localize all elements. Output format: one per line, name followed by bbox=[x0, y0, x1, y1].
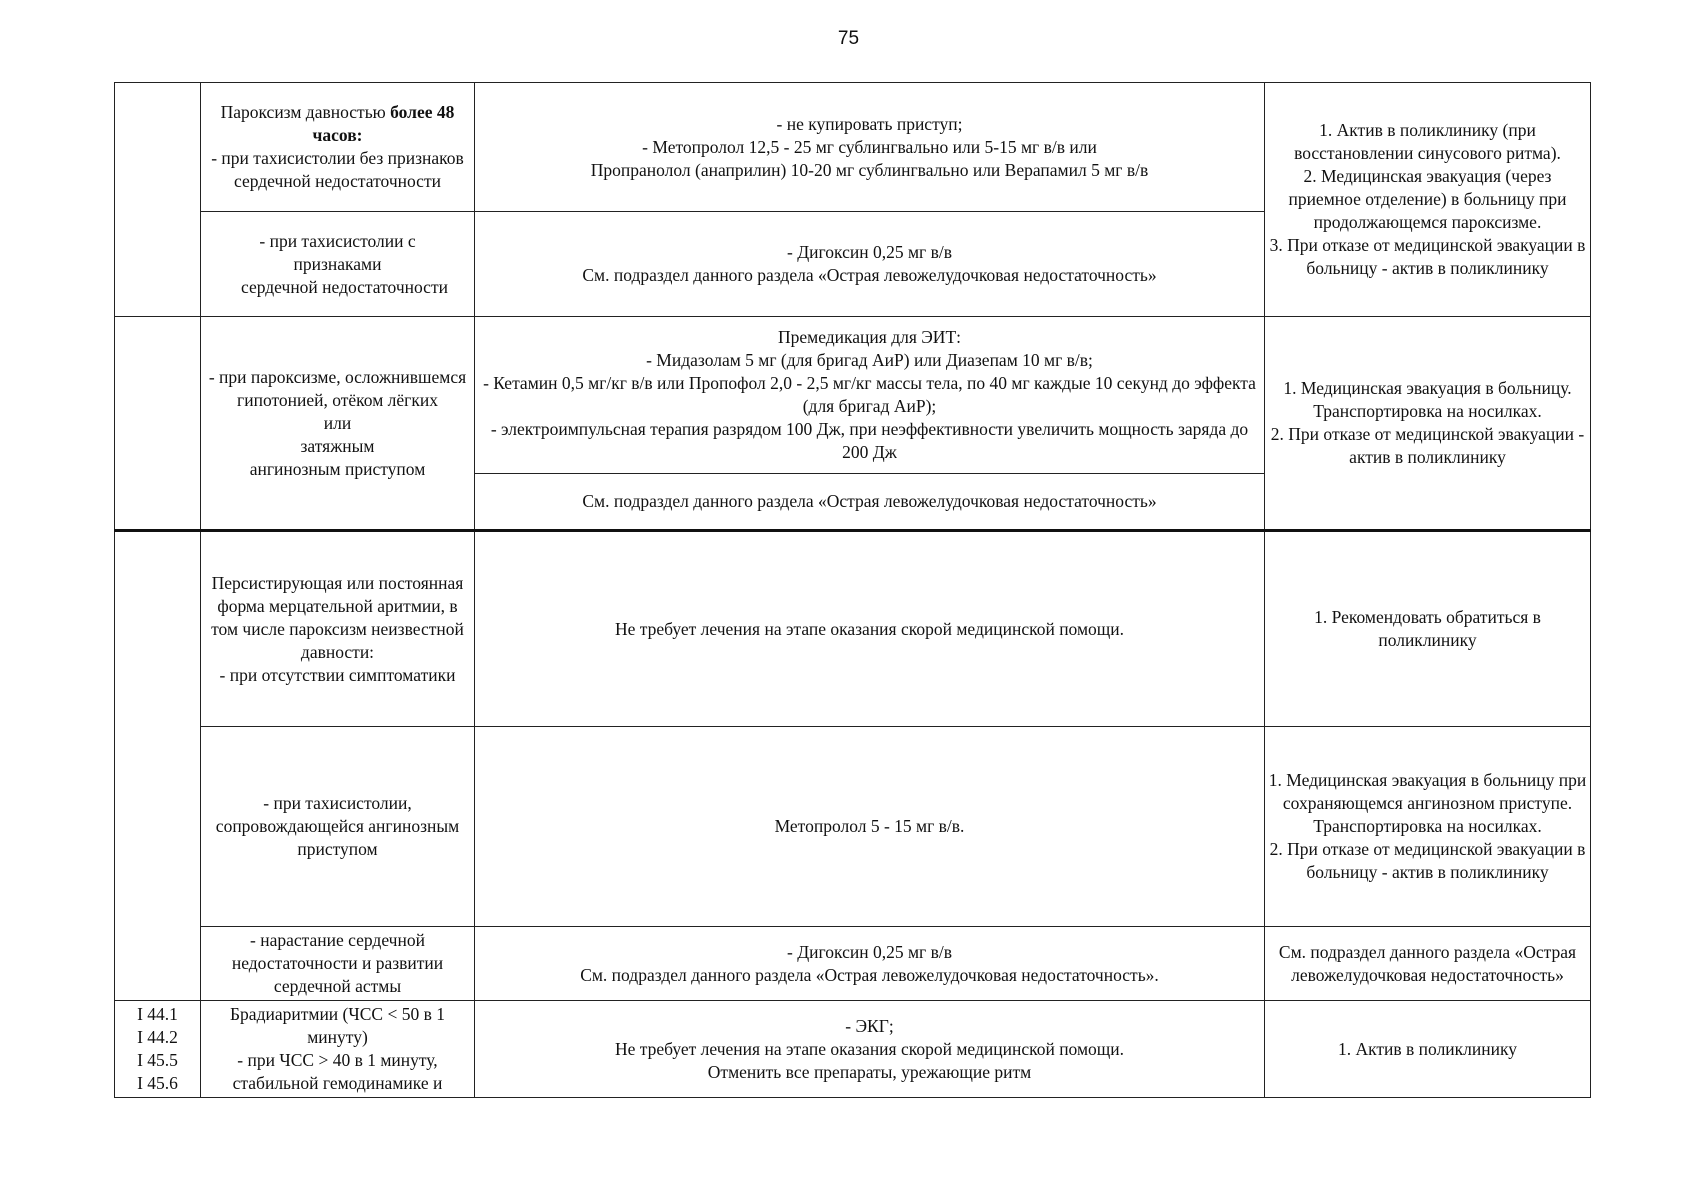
treatment-text: Не требует лечения на этапе оказания скорой медицинской помощи. bbox=[614, 1038, 1125, 1059]
treatment-text: - не купировать приступ; bbox=[776, 113, 963, 134]
treatment-cell bbox=[475, 83, 1265, 212]
outcome-text: 2. Медицинская эвакуация (через приемное отделение) в больницу при продолжающемся пароксизме. bbox=[1288, 166, 1567, 232]
treatment-text: - Дигоксин 0,25 мг в/в bbox=[787, 242, 952, 262]
treatment-text: Пропранолол (анаприлин) 10-20 мг сублингвально или Верапамил 5 мг в/в bbox=[590, 159, 1149, 180]
table-row bbox=[115, 83, 1591, 212]
condition-text: - при тахисистолии, сопровождающейся ангинозным bbox=[215, 793, 460, 836]
condition-text: Персистирующая или постоянная bbox=[211, 572, 464, 593]
treatment-text: - Кетамин 0,5 мг/кг в/в или Пропофол 2,0 - 2,5 мг/кг массы тела, по 40 мг каждые 10 секунд до эффекта (для бригад АиР); bbox=[483, 373, 1256, 416]
code-cell bbox=[115, 317, 201, 531]
condition-cell bbox=[201, 531, 475, 727]
outcome-cell bbox=[1265, 1001, 1591, 1098]
code-cell bbox=[115, 1001, 201, 1098]
treatment-text: Метопролол 5 - 15 мг в/в. bbox=[774, 816, 965, 836]
condition-cell bbox=[201, 83, 475, 212]
condition-text: признаками bbox=[293, 253, 382, 274]
condition-text: затяжным bbox=[300, 435, 375, 456]
treatment-text: См. подраздел данного раздела «Острая левожелудочковая недостаточность» bbox=[582, 491, 1157, 511]
protocol-table bbox=[114, 82, 1591, 1098]
condition-text: - при ЧСС > 40 в 1 минуту, стабильной гемодинамике и bbox=[232, 1050, 443, 1093]
outcome-text: 3. При отказе от медицинской эвакуации в больницу - актив в поликлинику bbox=[1269, 235, 1586, 278]
outcome-text: См. подраздел данного раздела «Острая левожелудочковая недостаточность» bbox=[1278, 941, 1577, 985]
treatment-cell bbox=[475, 317, 1265, 474]
treatment-text: - ЭКГ; bbox=[845, 1015, 894, 1036]
outcome-text: 2. При отказе от медицинской эвакуации в больницу - актив в поликлинику bbox=[1269, 839, 1586, 882]
icd-code: I 45.5 bbox=[137, 1050, 178, 1070]
table-row bbox=[115, 727, 1591, 927]
outcome-text: 1. Актив в поликлинику bbox=[1337, 1038, 1518, 1059]
outcome-cell bbox=[1265, 317, 1591, 531]
treatment-cell bbox=[475, 927, 1265, 1001]
condition-text: Брадиаритмии (ЧСС < 50 в 1 минуту) bbox=[230, 1004, 445, 1047]
outcome-text: 1. Медицинская эвакуация в больницу. Транспортировка на носилках. bbox=[1283, 378, 1572, 421]
condition-text: форма мерцательной аритмии, в том числе пароксизм неизвестной давности: bbox=[211, 595, 464, 662]
treatment-cell bbox=[475, 1001, 1265, 1098]
treatment-text: См. подраздел данного раздела «Острая левожелудочковая недостаточность» bbox=[582, 265, 1157, 285]
treatment-text: Премедикация для ЭИТ: bbox=[778, 327, 961, 347]
icd-code: I 45.6 bbox=[137, 1073, 178, 1093]
condition-text: - при пароксизме, осложнившемся гипотонией, отёком лёгких bbox=[208, 366, 467, 410]
code-cell bbox=[115, 531, 201, 1001]
treatment-text: Отменить все препараты, урежающие ритм bbox=[707, 1061, 1032, 1082]
treatment-text: Не требует лечения на этапе оказания скорой медицинской помощи. bbox=[614, 618, 1125, 639]
treatment-text: - Дигоксин 0,25 мг в/в bbox=[787, 941, 952, 962]
condition-text: - при тахисистолии с bbox=[259, 230, 416, 251]
condition-cell bbox=[201, 317, 475, 531]
condition-text: или bbox=[323, 412, 352, 433]
treatment-text: См. подраздел данного раздела «Острая левожелудочковая недостаточность». bbox=[580, 964, 1159, 985]
outcome-cell bbox=[1265, 727, 1591, 927]
treatment-cell bbox=[475, 474, 1265, 531]
outcome-text: 1. Актив в поликлинику (при восстановлении синусового ритма). bbox=[1294, 120, 1561, 163]
treatment-cell bbox=[475, 727, 1265, 927]
treatment-text: - Мидазолам 5 мг (для бригад АиР) или Диазепам 10 мг в/в; bbox=[646, 350, 1093, 370]
outcome-text: 1. Рекомендовать обратиться в поликлинику bbox=[1314, 607, 1541, 650]
treatment-text: - Метопролол 12,5 - 25 мг сублингвально или 5-15 мг в/в или bbox=[642, 136, 1097, 157]
outcome-text: 2. При отказе от медицинской эвакуации - актив в поликлинику bbox=[1270, 424, 1585, 467]
treatment-cell bbox=[475, 531, 1265, 727]
condition-text: приступом bbox=[297, 839, 378, 859]
treatment-cell bbox=[475, 212, 1265, 317]
outcome-text: 1. Медицинская эвакуация в больницу при сохраняющемся ангинозном приступе. Транспортировка на носилках. bbox=[1268, 770, 1587, 836]
condition-text: сердечной недостаточности bbox=[241, 276, 448, 297]
table-row bbox=[115, 317, 1591, 474]
condition-text: Пароксизм давностью более 48 часов: bbox=[220, 102, 455, 145]
icd-code: I 44.1 bbox=[137, 1004, 178, 1024]
code-cell bbox=[115, 83, 201, 317]
condition-cell bbox=[201, 927, 475, 1001]
treatment-text: - электроимпульсная терапия разрядом 100 Дж, при неэффективности увеличить мощность заряда до 200 Дж bbox=[490, 419, 1249, 462]
condition-cell bbox=[201, 727, 475, 927]
condition-cell bbox=[201, 1001, 475, 1098]
condition-cell bbox=[201, 212, 475, 317]
condition-text: ангинозным приступом bbox=[249, 458, 426, 479]
icd-code: I 44.2 bbox=[137, 1027, 178, 1047]
outcome-cell bbox=[1265, 83, 1591, 317]
outcome-cell bbox=[1265, 927, 1591, 1001]
condition-text: - при отсутствии симптоматики bbox=[219, 664, 456, 685]
table-row bbox=[115, 1001, 1591, 1098]
outcome-cell bbox=[1265, 531, 1591, 727]
condition-text: - нарастание сердечной недостаточности и развитии сердечной астмы bbox=[231, 930, 444, 996]
table-row bbox=[115, 927, 1591, 1001]
table-row bbox=[115, 531, 1591, 727]
page-number: 75 bbox=[837, 28, 860, 49]
condition-text: - при тахисистолии без признаков сердечной недостаточности bbox=[211, 148, 464, 191]
